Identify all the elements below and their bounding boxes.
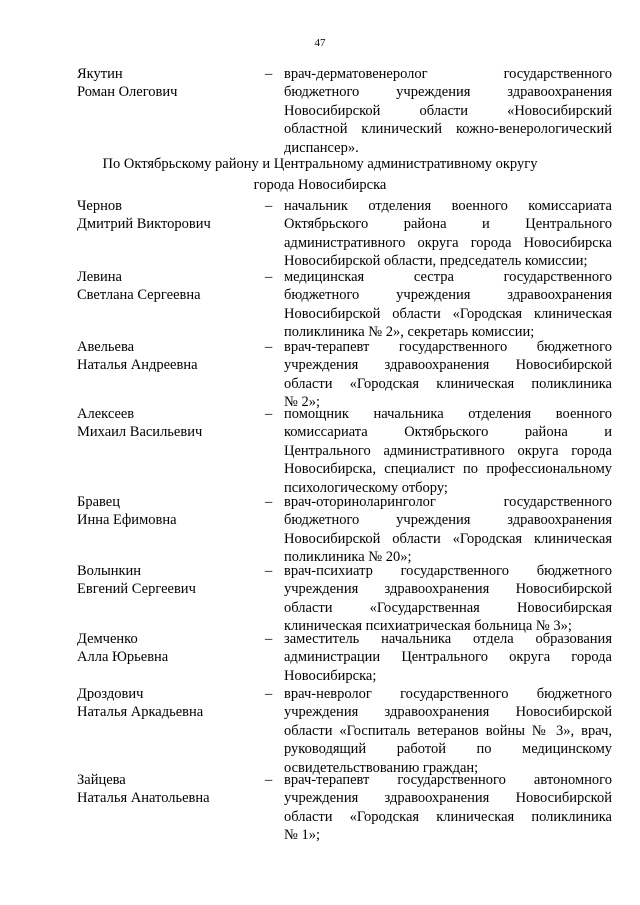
role-text-line: № 1»; [284,827,320,844]
role-text-line: врач-оториноларинголог государственного [284,494,612,510]
role-text-line: бюджетного учреждения здравоохранения [284,84,612,101]
member-name [77,197,247,234]
section-heading-line-1: По Октябрьскому району и Центральному административному округу [102,156,538,172]
member-given-names: Роман Олегович [77,84,178,101]
dash-separator: – [265,772,273,788]
role-text-line: комиссариата Октябрьского района и [284,424,612,441]
member-surname: Авельева [77,339,135,355]
dash-separator: – [265,198,273,214]
dash-separator: – [265,339,273,355]
role-text-line: руководящий работой по медицинскому [284,741,612,758]
member-name [77,405,247,442]
section-heading-line-2: города Новосибирска [253,177,387,193]
member-surname: Волынкин [77,563,142,579]
role-text-line: Октябрьского района и Центрального [284,216,612,233]
member-surname: Алексеев [77,406,135,422]
role-text-line: Новосибирской области «Городская клиническая [284,530,612,547]
member-given-names: Дмитрий Викторович [77,216,211,233]
dash-separator: – [265,494,273,510]
role-text-line: заместитель начальника отдела образования [284,631,612,647]
role-text-line: бюджетного учреждения здравоохранения [284,287,612,304]
role-text-line: области «Городская клиническая поликлиника [284,375,612,392]
role-text-line: врач-терапевт государственного автономного [284,772,612,788]
member-given-names: Алла Юрьевна [77,649,169,666]
member-given-names: Михаил Васильевич [77,424,203,441]
role-text-line: врач-терапевт государственного бюджетного [284,339,612,355]
role-text-line: освидетельствованию граждан; [284,759,479,776]
member-given-names: Инна Ефимовна [77,512,177,529]
member-surname: Левина [77,269,122,285]
role-text-line: Новосибирска, специалист по профессиональному [284,461,612,478]
dash-separator: – [265,406,273,422]
role-text-line: области «Госпиталь ветеранов войны № 3», врач, [284,722,612,739]
member-role-description [284,338,612,412]
member-surname: Бравец [77,494,120,510]
member-role-description [284,630,612,685]
role-text-line: Новосибирской области «Городская клиническая [284,305,612,322]
role-text-line: Новосибирска; [284,667,377,684]
member-role-description [284,685,612,777]
role-text-line: административного округа города Новосибирска [284,234,612,251]
role-text-line: Новосибирской области «Новосибирский [284,102,612,119]
role-text-line: клиническая психиатрическая больница № 3»; [284,618,572,635]
dash-separator: – [265,686,273,702]
member-name [77,493,247,530]
dash-separator: – [265,269,273,285]
member-name [77,65,247,102]
member-given-names: Евгений Сергеевич [77,581,196,598]
member-role-description [284,493,612,567]
role-text-line: врач-невролог государственного бюджетного [284,686,612,702]
member-role-description [284,268,612,342]
member-role-description [284,197,612,271]
member-name [77,685,247,722]
role-text-line: начальник отделения военного комиссариата [284,198,612,214]
role-text-line: области «Городская клиническая поликлиника [284,808,612,825]
role-text-line: врач-психиатр государственного бюджетного [284,563,612,579]
member-surname: Зайцева [77,772,126,788]
role-text-line: областной клинический кожно-венерологический [284,121,612,138]
role-text-line: администрации Центрального округа города [284,649,612,666]
role-text-line: медицинская сестра государственного [284,269,612,285]
role-text-line: диспансер». [284,139,359,156]
role-text-line: области «Государственная Новосибирская [284,599,612,616]
page-number: 47 [314,37,326,49]
role-text-line: учреждения здравоохранения Новосибирской [284,581,612,598]
member-name [77,338,247,375]
member-role-description [284,562,612,636]
role-text-line: бюджетного учреждения здравоохранения [284,512,612,529]
role-text-line: Центрального административного округа города [284,442,612,459]
member-name [77,268,247,305]
member-given-names: Наталья Андреевна [77,357,198,374]
member-given-names: Наталья Анатольевна [77,790,210,807]
role-text-line: Новосибирской области, председатель комиссии; [284,253,588,270]
role-text-line: психологическому отбору; [284,479,448,496]
member-surname: Чернов [77,198,122,214]
member-given-names: Наталья Аркадьевна [77,704,204,721]
member-surname: Якутин [77,66,123,82]
dash-separator: – [265,631,273,647]
role-text-line: № 2»; [284,394,320,411]
role-text-line: поликлиника № 2», секретарь комиссии; [284,324,535,341]
member-name [77,630,247,667]
member-surname: Дроздович [77,686,144,702]
dash-separator: – [265,563,273,579]
member-name [77,771,247,808]
member-surname: Демченко [77,631,138,647]
member-role-description [284,65,612,157]
role-text-line: врач-дерматовенеролог государственного [284,66,612,82]
role-text-line: поликлиника № 20»; [284,549,412,566]
role-text-line: помощник начальника отделения военного [284,406,612,422]
role-text-line: учреждения здравоохранения Новосибирской [284,357,612,374]
member-role-description [284,405,612,497]
member-name [77,562,247,599]
member-given-names: Светлана Сергеевна [77,287,201,304]
member-role-description [284,771,612,845]
role-text-line: учреждения здравоохранения Новосибирской [284,704,612,721]
dash-separator: – [265,66,273,82]
role-text-line: учреждения здравоохранения Новосибирской [284,790,612,807]
